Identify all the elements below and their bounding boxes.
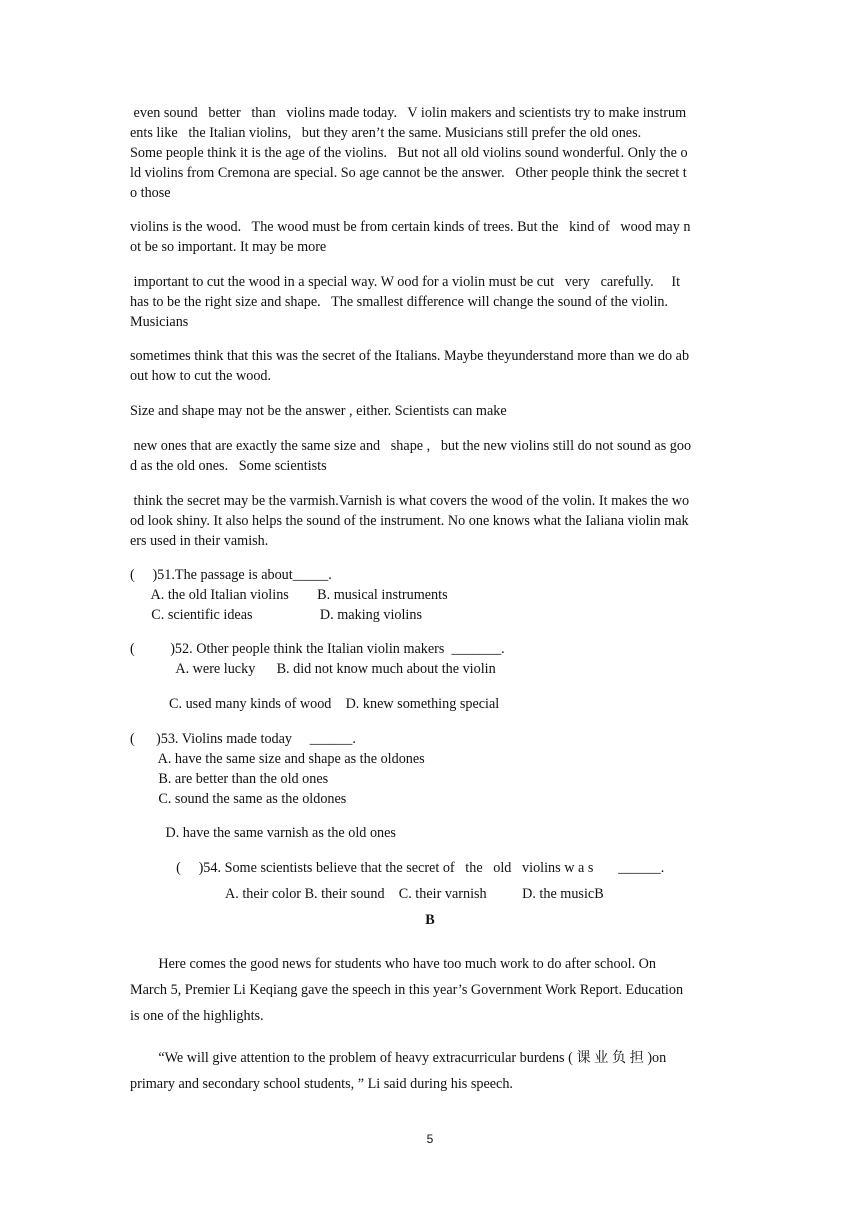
question-54-options: A. their color B. their sound C. their varnish D. the musicB	[130, 886, 604, 902]
passage-line: sometimes think that this was the secret of the Italians. Maybe theyunderstand more than we do ab	[130, 348, 690, 364]
passage-line: Musicians	[130, 314, 189, 330]
passage-line: Size and shape may not be the answer , either. Scientists can make	[130, 403, 507, 419]
question-52-options: C. used many kinds of wood D. knew something special	[130, 696, 500, 712]
passage-line: important to cut the wood in a special way. W ood for a violin must be cut very carefully. It	[130, 274, 681, 290]
passage-line: o those	[130, 185, 171, 201]
passage-line: ents like the Italian violins, but they aren’t the same. Musicians still prefer the old ones.	[130, 125, 642, 141]
section-heading: B	[425, 912, 435, 928]
question-54-stem: ( )54. Some scientists believe that the secret of the old violins w a s ______.	[130, 860, 665, 876]
question-53-stem: ( )53. Violins made today ______.	[130, 731, 356, 747]
passage-line: even sound better than violins made today. V iolin makers and scientists try to make instrum	[130, 105, 687, 121]
passage-line: has to be the right size and shape. The smallest difference will change the sound of the violin.	[130, 294, 669, 310]
passage-line: violins is the wood. The wood must be from certain kinds of trees. But the kind of wood may n	[130, 219, 691, 235]
passage-line: ers used in their vamish.	[130, 533, 269, 549]
passage-line: d as the old ones. Some scientists	[130, 458, 327, 474]
question-53-option: B. are better than the old ones	[130, 771, 329, 787]
paragraph-line: is one of the highlights.	[130, 1008, 264, 1024]
paragraph-line: primary and secondary school students, ” Li said during his speech.	[130, 1076, 513, 1092]
question-52-stem: ( )52. Other people think the Italian violin makers _______.	[130, 641, 505, 657]
passage-line: Some people think it is the age of the violins. But not all old violins sound wonderful. Only the o	[130, 145, 688, 161]
question-53-option: C. sound the same as the oldones	[130, 791, 347, 807]
question-51-options: A. the old Italian violins B. musical instruments	[130, 587, 448, 603]
passage-line: ot be so important. It may be more	[130, 239, 327, 255]
paragraph-line: “We will give attention to the problem of heavy extracurricular burdens ( 课 业 负 担 )on	[130, 1050, 667, 1066]
passage-line: think the secret may be the varmish.Varnish is what covers the wood of the volin. It makes the wo	[130, 493, 690, 509]
page-number: 5	[426, 1132, 434, 1146]
question-51-stem: ( )51.The passage is about_____.	[130, 567, 332, 583]
paragraph-line: March 5, Premier Li Keqiang gave the speech in this year’s Government Work Report. Education	[130, 982, 684, 998]
question-51-options: C. scientific ideas D. making violins	[130, 607, 422, 623]
question-53-option: D. have the same varnish as the old ones	[130, 825, 396, 841]
passage-line: out how to cut the wood.	[130, 368, 272, 384]
question-53-option: A. have the same size and shape as the oldones	[130, 751, 425, 767]
passage-line: ld violins from Cremona are special. So age cannot be the answer. Other people think the secret t	[130, 165, 687, 181]
question-52-options: A. were lucky B. did not know much about the violin	[130, 661, 496, 677]
passage-line: od look shiny. It also helps the sound of the instrument. No one knows what the Ialiana violin mak	[130, 513, 689, 529]
passage-line: new ones that are exactly the same size and shape , but the new violins still do not sound as goo	[130, 438, 692, 454]
paragraph-line: Here comes the good news for students who have too much work to do after school. On	[130, 956, 657, 972]
